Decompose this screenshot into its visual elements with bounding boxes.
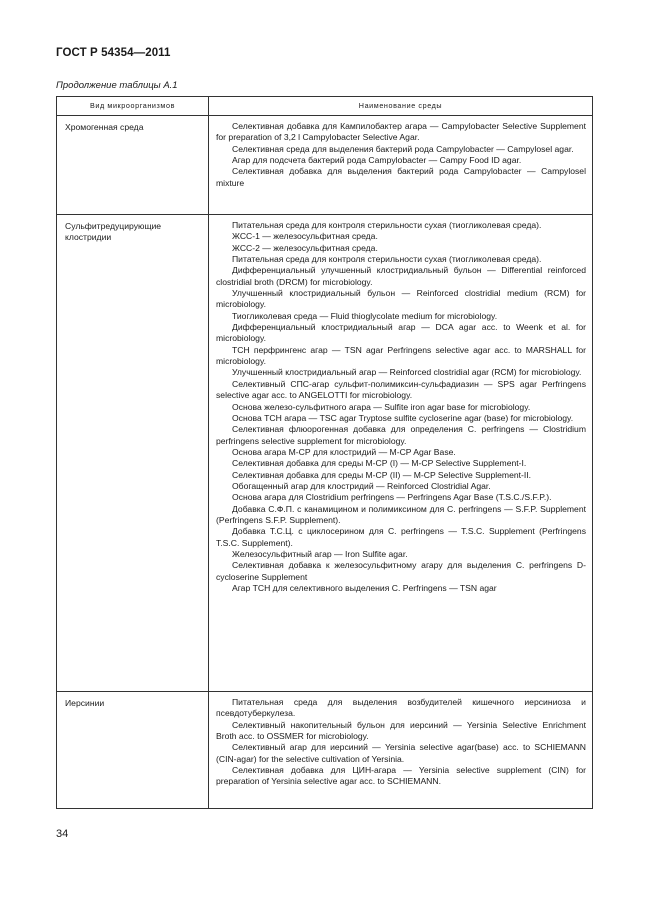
medium-entry: Селективная добавка для выделения бактерий рода Campylobacter — Campylosel mixture [216,166,586,188]
media-cell [209,116,593,215]
medium-entry: Тиогликолевая среда — Fluid thioglycolate medium for microbiology. [232,310,498,321]
medium-entry: Питательная среда для контроля стерильности сухая (тиогликолевая среда). [232,220,542,230]
medium-entry: ТСН перфрингенс агар — TSN agar Perfringens selective agar acc. to MARSHALL for microbiology. [216,344,586,367]
media-cell [209,692,593,809]
organism-name: Хромогенная среда [65,122,144,132]
organism-name: Иерсинии [65,698,105,708]
organism-cell [57,116,209,215]
medium-entry: Агар ТСН для селективного выделения С. Perfringens — TSN agar [232,583,497,593]
column-header-medium: Наименование среды [209,97,593,116]
document-code: ГОСТ Р 54354—2011 [56,47,171,59]
table-row [57,116,593,215]
medium-entry: Улучшенный клостридиальный агар — Reinforced clostridial agar (RCM) for microbiology. [232,367,582,378]
organism-cell [57,215,209,692]
medium-entry: Железосульфитный агар — Iron Sulfite agar. [232,548,408,559]
medium-entry: Селективная добавка для Кампилобактер агара — Campylobacter Selective Supplement for preparation of 3,2 l Campylobacter Selective Agar. [216,121,586,143]
medium-entry: Селективная добавка для среды М-СР (I) — M-CP Selective Supplement-I. [232,458,527,469]
organism-name: Сульфитредуцирующие клостридии [65,221,162,243]
table-continuation-caption: Продолжение таблицы А.1 [56,80,178,91]
table-row [57,215,593,692]
medium-entry: ЖСС-2 — железосульфитная среда. [232,242,378,253]
medium-entry: Питательная среда для выделения возбудителей кишечного иерсиниоза и псевдотуберкулеза. [216,697,586,719]
medium-entry: Селективная добавка к железосульфитному агару для выделения С. perfringens D-cycloserine Supplement [216,560,586,582]
table-header-row [57,97,593,116]
medium-entry: Агар для подсчета бактерий рода Campylobacter — Campy Food ID agar. [232,155,522,166]
medium-entry: Основа агара для Clostridium perfringens — Perfringens Agar Base (T.S.C./S.F.P.). [232,492,552,503]
media-table [56,96,593,809]
medium-entry: Селективная добавка для ЦИН-агара — Yersinia selective supplement (CIN) for preparation of Yersinia selective agar acc. to SCHIEMANN. [216,765,586,787]
column-header-organism: Вид микроорганизмов [57,97,209,116]
page-number: 34 [56,828,69,840]
medium-entry: Улучшенный клостридиальный бульон — Reinforced clostridial medium (RCM) for microbiology. [216,288,586,310]
medium-entry: Селективная флюорогенная добавка для определения С. perfringens — Clostridium perfringens selective supplement for microbiology. [216,424,586,446]
medium-entry: Питательная среда для контроля стерильности сухая (тиогликолевая среда). [232,254,542,265]
medium-entry: Основа агара М-СР для клостридий — M-CP Agar Base. [232,446,456,457]
medium-entry: Основа железо-сульфитного агара — Sulfite iron agar base for microbiology. [232,401,531,412]
medium-entry: ЖСС-1 — железосульфитная среда. [232,231,378,242]
medium-entry: Селективный агар для иерсиний — Yersinia selective agar(base) acc. to SCHIEMANN (CIN-agar) for the selective cultivation of Yersinia. [216,742,586,764]
table-row [57,692,593,809]
medium-entry: Добавка С.Ф.П. с канамицином и полимиксином для С. perfringens — S.F.P. Supplement (Perfringens S.F.P. Supplement). [216,503,586,525]
medium-entry: Селективная добавка для среды М-СР (II) — M-CP Selective Supplement-II. [232,469,532,480]
medium-entry: Селективный накопительный бульон для иерсиний — Yersinia Selective Enrichment Broth acc. to OSSMER for microbiology. [216,719,586,742]
media-cell [209,215,593,692]
medium-entry: Дифференциальный клостридиальный агар — DCA agar acc. to Weenk et al. for microbiology. [216,322,586,344]
medium-entry: Селективная среда для выделения бактерий рода Campylobacter — Campylosel agar. [232,143,574,154]
medium-entry: Дифференциальный улучшенный клостридиальный бульон — Differential reinforced clostridial broth (DRCM) for microbiology. [216,265,586,287]
medium-entry: Основа ТСН агара — TSC agar Tryptose sulfite cycloserine agar (base) for microbiology. [232,412,574,423]
medium-entry: Селективный СПС-агар сульфит-полимиксин-сульфадиазин — SPS agar Perfringens selective agar acc. to ANGELOTTI for microbiology. [216,378,586,401]
organism-cell [57,692,209,809]
medium-entry: Добавка Т.С.Ц. с циклосерином для С. perfringens — T.S.C. Supplement (Perfringens T.S.C. Supplement). [216,526,586,548]
medium-entry: Обогащенный агар для клостридий — Reinforced Clostridial Agar. [232,480,491,491]
